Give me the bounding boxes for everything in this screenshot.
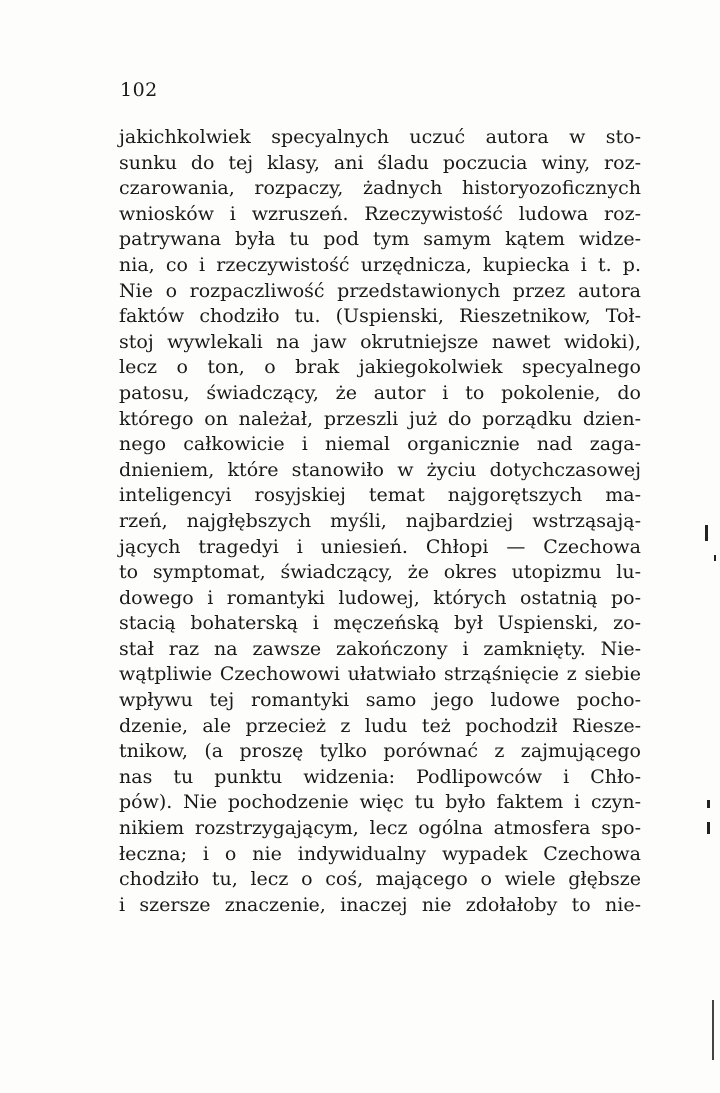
text-line: to symptomat, świadczący, że okres utopizmu lu- [119, 561, 641, 584]
text-line: jących tragedyi i uniesień. Chłopi — Czechowa [119, 535, 641, 558]
text-line: sunku do tej klasy, ani śladu poczucia winy, roz- [119, 151, 641, 174]
text-line: wpływu tej romantyki samo jego ludowe pocho- [119, 689, 641, 712]
text-line: rzeń, najgłębszych myśli, najbardziej wstrząsają- [119, 509, 641, 532]
text-line: dzenie, ale przecież z ludu też pochodził Riesze- [119, 714, 641, 737]
text-line: pów). Nie pochodzenie więc tu było faktem i czyn- [119, 791, 641, 814]
text-line: dowego i romantyki ludowej, których ostatnią po- [119, 586, 641, 609]
text-line: wątpliwie Czechowowi ułatwiało strząśnięcie z siebie [119, 663, 641, 686]
text-line: nas tu punktu widzenia: Podlipowców i Chło- [119, 765, 641, 788]
page-number: 102 [120, 79, 158, 101]
scan-edge-mark [712, 1000, 714, 1060]
scan-edge-mark [714, 555, 716, 561]
text-line: nia, co i rzeczywistość urzędnicza, kupiecka i t. p. [119, 253, 641, 276]
text-line: stał raz na zawsze zakończony i zamknięty. Nie- [119, 637, 641, 660]
text-line: inteligencyi rosyjskiej temat najgorętszych ma- [119, 484, 641, 507]
text-line: czarowania, rozpaczy, żadnych historyozoficznych [119, 177, 641, 200]
text-line: patosu, świadczący, że autor i to pokolenie, do [119, 381, 641, 404]
scan-edge-mark [707, 822, 710, 834]
text-line: wniosków i wzruszeń. Rzeczywistość ludowa roz- [119, 202, 641, 225]
text-line: nego całkowicie i niemal organicznie nad zaga- [119, 433, 641, 456]
text-block [119, 125, 641, 918]
text-line: tnikow, (a proszę tylko porównać z zajmującego [119, 740, 641, 763]
text-line: patrywana była tu pod tym samym kątem widze- [119, 228, 641, 251]
text-line: chodziło tu, lecz o coś, mającego o wiele głębsze [119, 868, 641, 891]
text-line: lecz o ton, o brak jakiegokolwiek specyalnego [119, 356, 641, 379]
text-line: i szersze znaczenie, inaczej nie zdołałoby to nie- [119, 893, 641, 916]
scan-edge-mark [705, 525, 708, 541]
scan-edge-mark [707, 800, 710, 808]
text-line: którego on należał, przeszli już do porządku dzien- [119, 407, 641, 430]
text-line: Nie o rozpaczliwość przedstawionych przez autora [119, 279, 641, 302]
text-line: stacią bohaterską i męczeńską był Uspienski, zo- [119, 612, 641, 635]
text-line: nikiem rozstrzygającym, lecz ogólna atmosfera spo- [119, 817, 641, 840]
text-line: dnieniem, które stanowiło w życiu dotychczasowej [119, 458, 641, 481]
text-line: jakichkolwiek specyalnych uczuć autora w sto- [119, 126, 641, 148]
text-line: stoj wywlekali na jaw okrutniejsze nawet widoki), [119, 330, 641, 353]
text-line: łeczna; i o nie indywidualny wypadek Czechowa [119, 842, 641, 865]
text-line: faktów chodziło tu. (Uspienski, Rieszetnikow, Toł- [119, 305, 641, 328]
